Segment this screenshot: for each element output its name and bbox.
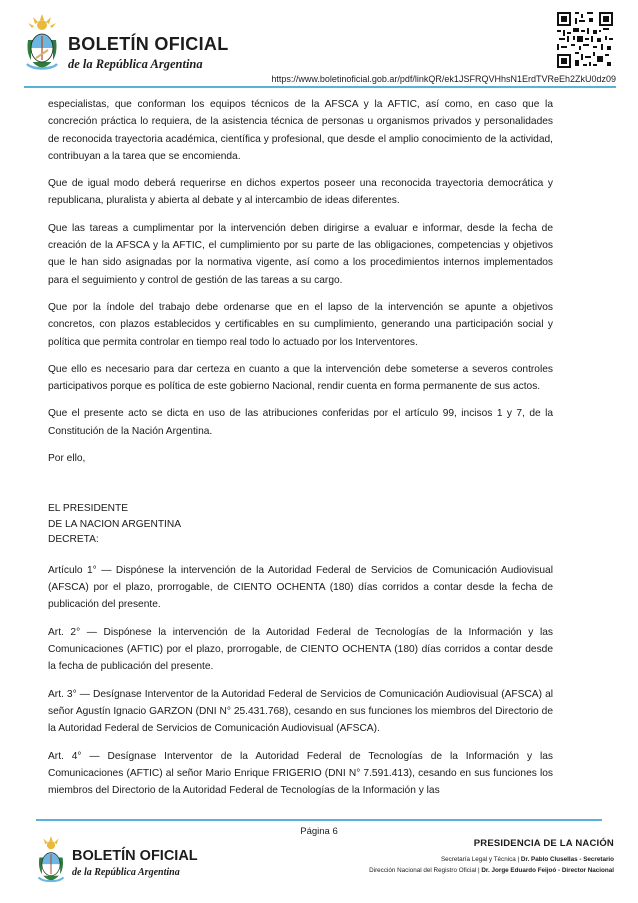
article-3: Art. 3° — Desígnase Interventor de la Autoridad Federal de Servicios de Comunicación Audiovisual (AFSCA) al señor Agustín Ignacio GARZON (DNI N° 25.431.768), cesando en sus funciones los miembros del Directorio de la Autoridad Federal de Servicios de Comunicación Audiovisual (AFSCA). bbox=[48, 688, 553, 735]
decree-heading-line: DE LA NACION ARGENTINA bbox=[48, 518, 182, 530]
article-1: Artículo 1° — Dispónese la intervención de la Autoridad Federal de Servicios de Comunicación Audiovisual (AFSCA) por el plazo, prorrogable, de CIENTO OCHENTA (180) días corridos a contar desde la fecha de publicación del presente. bbox=[48, 564, 553, 611]
page-header bbox=[0, 0, 638, 90]
body-paragraph: Que ello es necesario para dar certeza en cuanto a que la intervención debe someterse a severos controles participativos porque es política de este gobierno Nacional, rendir cuenta en forma permanente de sus actos. bbox=[48, 363, 553, 393]
document-url[interactable]: https://www.boletinoficial.gob.ar/pdf/linkQR/ek1JSFRQVHhsN1ErdTVReEh2ZkU0dz09 bbox=[271, 74, 616, 84]
coat-of-arms-icon bbox=[36, 836, 66, 884]
page-number: Página 6 bbox=[300, 826, 338, 837]
brand-title: BOLETÍN OFICIAL bbox=[68, 34, 229, 54]
boletin-oficial-logo[interactable] bbox=[24, 14, 229, 76]
secretaria-label: Secretaría Legal y Técnica | bbox=[440, 856, 521, 863]
header-divider bbox=[24, 86, 616, 88]
footer-logo bbox=[36, 836, 196, 886]
presidencia-title: PRESIDENCIA DE LA NACIÓN bbox=[473, 838, 614, 849]
body-paragraph: Por ello, bbox=[48, 453, 86, 465]
article-2: Art. 2° — Dispónese la intervención de la Autoridad Federal de Tecnologías de la Información y las Comunicaciones (AFTIC) por el plazo, prorrogable, de CIENTO OCHENTA (180) días corridos a contar desde la fecha de publicación del presente. bbox=[48, 626, 553, 673]
body-paragraph: Que por la índole del trabajo debe ordenarse que en el lapso de la intervención se apunte a objetivos concretos, con plazos establecidos y certificables en su cumplimiento, generando una participación social y política que permita controlar en tiempo real todo lo actuado por los Interventores. bbox=[48, 301, 553, 348]
document-body bbox=[48, 96, 553, 809]
decree-heading-line: DECRETA: bbox=[48, 534, 99, 546]
footer-brand-title: BOLETÍN OFICIAL bbox=[72, 848, 198, 864]
coat-of-arms-icon bbox=[24, 14, 60, 72]
decree-heading-line: EL PRESIDENTE bbox=[48, 503, 129, 515]
footer-brand-subtitle: de la República Argentina bbox=[72, 867, 180, 878]
body-paragraph: especialistas, que conforman los equipos técnicos de la AFSCA y la AFTIC, así como, en caso que la concreción práctica lo requiera, de la asistencia técnica de personas u organismos privados y personalidades de reconocida trayectoria académica, científica y profesional, que desde el amplio conocimiento de la actividad, contribuyan a la tarea que se encomienda. bbox=[48, 99, 553, 162]
body-paragraph: Que las tareas a cumplimentar por la intervención deben dirigirse a evaluar e informar, desde la fecha de creación de la AFSCA y la AFTIC, el cumplimiento por su parte de las obligaciones, competencias y objetivos que le han sido asignadas por la normativa vigente, así como a los procedimientos internos implementados para el seguimiento y control de gestión de las tareas a su cargo. bbox=[48, 222, 553, 286]
presidencia-block bbox=[369, 838, 614, 876]
body-paragraph: Que el presente acto se dicta en uso de las atribuciones conferidas por el artículo 99, incisos 1 y 7, de la Constitución de la Nación Argentina. bbox=[48, 408, 553, 437]
direccion-label: Dirección Nacional del Registro Oficial | bbox=[369, 867, 482, 874]
direccion-line bbox=[369, 865, 614, 876]
article-4: Art. 4° — Desígnase Interventor de la Autoridad Federal de Tecnologías de la Información y las Comunicaciones (AFTIC) al señor Mario Enrique FRIGERIO (DNI N° 7.591.413), cesando en sus funciones los miembros del Directorio de la Autoridad Federal de Tecnologías de la Información y las bbox=[48, 750, 553, 797]
decree-heading bbox=[48, 501, 553, 548]
qr-code-icon[interactable] bbox=[557, 12, 613, 68]
body-paragraph: Que de igual modo deberá requerirse en dichos expertos poseer una reconocida trayectoria democrática y republicana, pluralista y abierta al debate y al intercambio de ideas diferentes. bbox=[48, 178, 553, 207]
footer-divider bbox=[36, 819, 602, 821]
secretaria-line bbox=[369, 854, 614, 865]
direccion-name: Dr. Jorge Eduardo Feijoó - Director Nacional bbox=[481, 867, 614, 874]
secretaria-name: Dr. Pablo Clusellas - Secretario bbox=[520, 856, 614, 863]
brand-subtitle: de la República Argentina bbox=[68, 57, 203, 71]
